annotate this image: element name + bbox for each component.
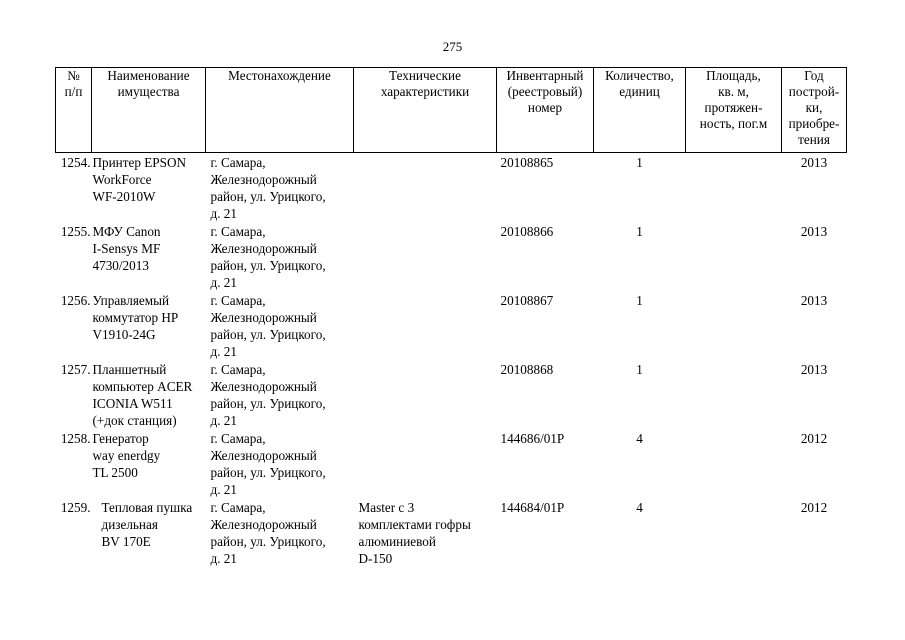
cell-location: г. Самара, Железнодорожный район, ул. Урицкого, д. 21 [210, 500, 326, 566]
cell-inventory: 144684/01Р [500, 500, 565, 515]
table-row [56, 222, 847, 291]
cell-inventory: 20108865 [500, 155, 554, 170]
cell-num: 1255. [60, 224, 91, 239]
cell-inventory: 144686/01Р [500, 431, 565, 446]
cell-location: г. Самара, Железнодорожный район, ул. Урицкого, д. 21 [210, 224, 326, 290]
cell-year: 2013 [800, 293, 828, 308]
cell-area [686, 291, 782, 360]
page-number: 275 [442, 39, 463, 54]
property-table [55, 67, 847, 567]
cell-location: г. Самара, Железнодорожный район, ул. Урицкого, д. 21 [210, 155, 326, 221]
cell-num: 1257. [60, 362, 91, 377]
header-location: Местонахождение [206, 68, 354, 153]
table-row [56, 429, 847, 498]
cell-inventory: 20108866 [500, 224, 554, 239]
cell-year: 2013 [800, 155, 828, 170]
cell-area [686, 153, 782, 223]
header-name: Наименование имущества [92, 68, 206, 153]
cell-year: 2013 [800, 224, 828, 239]
cell-area [686, 498, 782, 567]
cell-tech [354, 291, 497, 360]
cell-name: Планшетный компьютер ACER ICONIA W511 (+док станция) [92, 362, 193, 428]
cell-num: 1256. [60, 293, 91, 308]
table-row [56, 291, 847, 360]
cell-num: 1258. [60, 431, 91, 446]
cell-location: г. Самара, Железнодорожный район, ул. Урицкого, д. 21 [210, 293, 326, 359]
cell-area [686, 429, 782, 498]
cell-inventory: 20108868 [500, 362, 554, 377]
cell-name: МФУ Canon I-Sensys MF 4730/2013 [92, 224, 161, 273]
header-num: № п/п [56, 68, 92, 153]
table-row [56, 498, 847, 567]
header-area: Площадь, кв. м, протяжен- ность, пог.м [686, 68, 782, 153]
cell-tech [354, 360, 497, 429]
cell-year: 2012 [800, 500, 828, 515]
cell-quantity: 1 [636, 224, 643, 239]
cell-tech: Master с 3 комплектами гофры алюминиевой D-150 [358, 500, 471, 566]
cell-name: Управляемый коммутатор HP V1910-24G [92, 293, 179, 342]
cell-tech [354, 429, 497, 498]
cell-name: Генератор way enerdgy TL 2500 [92, 431, 161, 480]
header-tech: Технические характеристики [354, 68, 497, 153]
header-inventory: Инвентарный (реестровый) номер [497, 68, 594, 153]
header-quantity: Количество, единиц [594, 68, 686, 153]
cell-quantity: 1 [636, 293, 643, 308]
cell-name: Тепловая пушка дизельная BV 170E [101, 500, 193, 549]
table-header-row [56, 68, 847, 153]
cell-quantity: 4 [636, 500, 643, 515]
cell-name: Принтер EPSON WorkForce WF-2010W [92, 155, 187, 204]
table-row [56, 153, 847, 223]
header-year: Год построй- ки, приобре- тения [782, 68, 847, 153]
cell-quantity: 1 [636, 362, 643, 377]
cell-tech [354, 153, 497, 223]
table-row [56, 360, 847, 429]
cell-quantity: 4 [636, 431, 643, 446]
cell-num: 1259. [60, 500, 91, 515]
cell-tech [354, 222, 497, 291]
cell-year: 2012 [800, 431, 828, 446]
cell-num: 1254. [60, 155, 91, 170]
cell-inventory: 20108867 [500, 293, 554, 308]
cell-quantity: 1 [636, 155, 643, 170]
cell-location: г. Самара, Железнодорожный район, ул. Урицкого, д. 21 [210, 431, 326, 497]
cell-location: г. Самара, Железнодорожный район, ул. Урицкого, д. 21 [210, 362, 326, 428]
cell-area [686, 360, 782, 429]
cell-area [686, 222, 782, 291]
cell-year: 2013 [800, 362, 828, 377]
